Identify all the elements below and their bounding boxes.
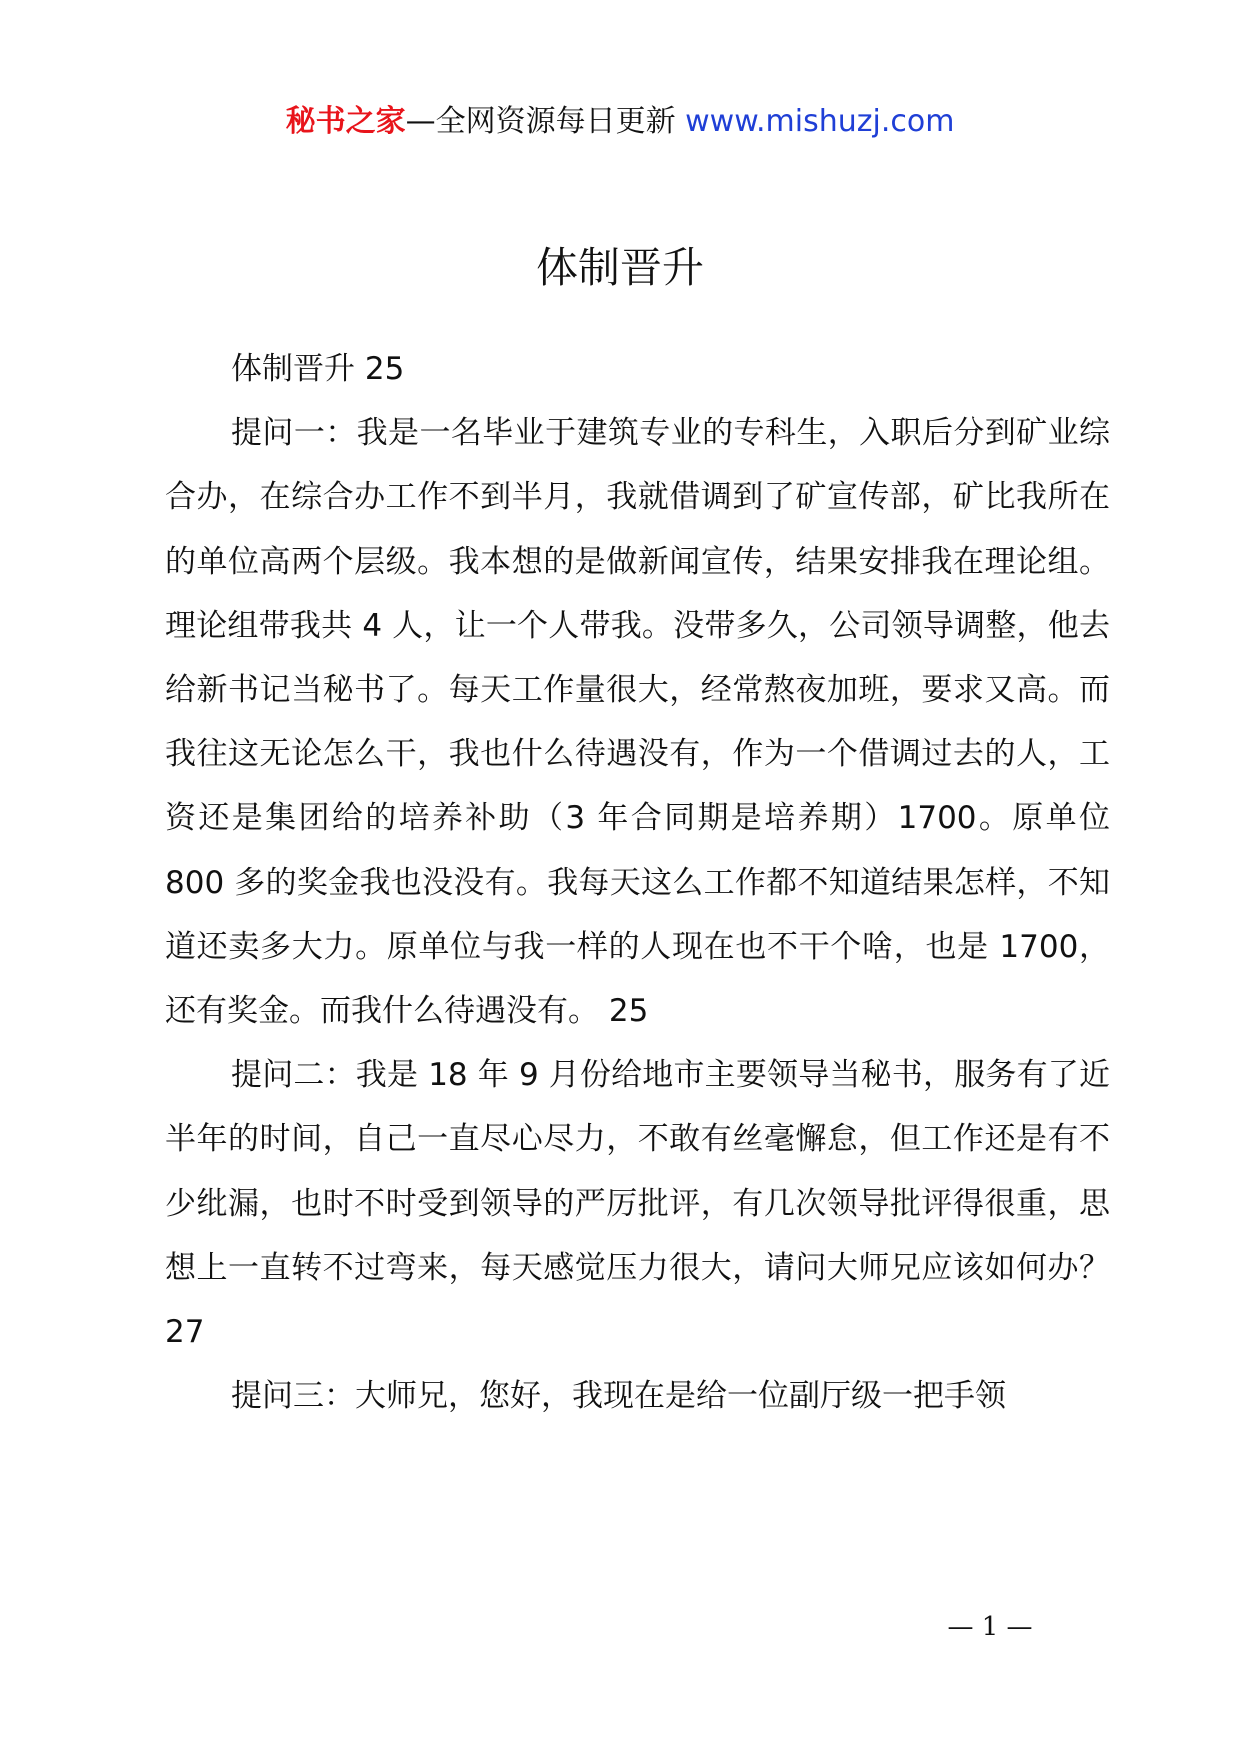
paragraph-question-2: 提问二：我是 18 年 9 月份给地市主要领导当秘书，服务有了近半年的时间，自己一直尽心尽力，不敢有丝毫懈怠，但工作还是有不少纰漏，也时不时受到领导的严厉批评，有几次领导批评得很重，思想上一直转不过弯来，每天感觉压力很大，请问大师兄应该如何办？ 27 <box>165 1057 1110 1351</box>
paragraph-question-3: 提问三：大师兄，您好，我现在是给一位副厅级一把手领 <box>231 1378 1006 1415</box>
document-body <box>165 337 1110 1428</box>
site-header <box>0 100 1240 144</box>
brand-name: 秘书之家 <box>285 104 406 139</box>
paragraph-heading: 体制晋升 25 <box>231 351 405 387</box>
page-number: — 1 — <box>947 1612 1033 1642</box>
paragraph-question-1: 提问一：我是一名毕业于建筑专业的专科生，入职后分到矿业综合办，在综合办工作不到半月，我就借调到了矿宣传部，矿比我所在的单位高两个层级。我本想的是做新闻宣传，结果安排我在理论组。理论组带我共 4 人，让一个人带我。没带多久，公司领导调整，他去给新书记当秘书了。每天工作量很大，经常熬夜加班，要求又高。而我往这无论怎么干，我也什么待遇没有，作为一个借调过去的人，工资还是集团给的培养补助（3 年合同期是培养期）1700。原单位 800 多的奖金我也没没有。我每天这么工作都不知道结果怎样，不知道还卖多大力。原单位与我一样的人现在也不干个啥，也是 1700，还有奖金。而我什么待遇没有。 25 <box>165 415 1110 1030</box>
site-url: www.mishuzj.com <box>685 104 955 139</box>
document-title: 体制晋升 <box>535 243 704 292</box>
header-slogan: —全网资源每日更新 <box>405 104 676 139</box>
